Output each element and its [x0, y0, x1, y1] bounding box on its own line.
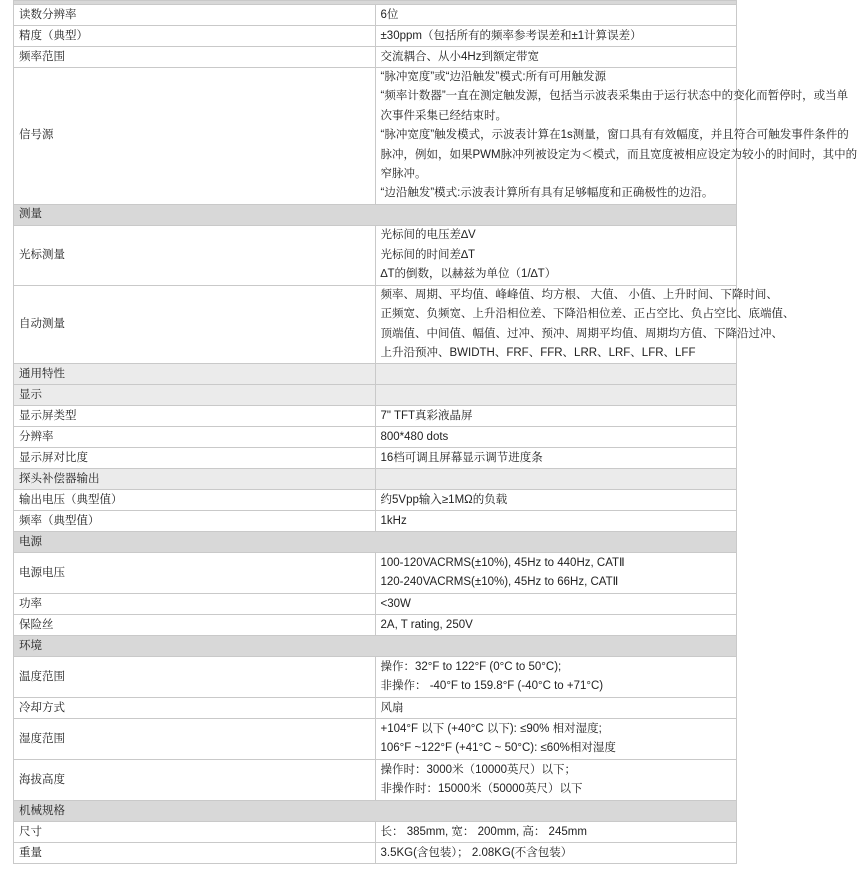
spec-label: 功率	[14, 594, 376, 615]
spec-value-line: 1kHz	[380, 514, 407, 527]
spec-value	[375, 594, 737, 615]
spec-value	[375, 490, 737, 511]
section-header-row	[14, 532, 737, 553]
spec-value-line: 7" TFT真彩液晶屏	[380, 409, 473, 422]
spec-value-line: 正频宽、负频宽、上升沿相位差、下降沿相位差、正占空比、负占空比、底端值、	[380, 308, 795, 321]
spec-row	[14, 760, 737, 801]
spec-value-line: 3.5KG(含包装）； 2.08KG(不含包装）	[380, 846, 573, 859]
section-header-row	[14, 204, 737, 225]
spec-value	[375, 615, 737, 636]
spec-value-line: “脉冲宽度”触发模式，示波表计算在1s测量，窗口具有有效幅度，并且符合可触发事件条件的	[380, 129, 849, 142]
spec-value-line: 光标间的电压差∆V	[380, 229, 476, 242]
subsection-empty-value	[375, 364, 737, 385]
spec-value	[375, 26, 737, 47]
spec-label: 海拔高度	[14, 760, 376, 801]
spec-value-line: 长： 385mm, 宽： 200mm, 高： 245mm	[380, 825, 587, 838]
spec-label: 频率范围	[14, 47, 376, 68]
spec-value-line: 106°F ~122°F (+41°C ~ 50°C): ≤60%相对湿度	[380, 742, 616, 755]
spec-row	[14, 594, 737, 615]
spec-row	[14, 511, 737, 532]
spec-row	[14, 285, 737, 364]
subsection-title: 通用特性	[14, 364, 376, 385]
spec-row	[14, 448, 737, 469]
spec-value-line: 约5Vpp输入≥1MΩ的负载	[380, 493, 508, 506]
spec-table-body	[14, 1, 857, 864]
spec-label: 保险丝	[14, 615, 376, 636]
spec-value-line: 16档可调且屏幕显示调节进度条	[380, 451, 543, 464]
spec-row	[14, 26, 737, 47]
subsection-title: 探头补偿器输出	[14, 469, 376, 490]
spec-value-line: “边沿触发”模式:示波表计算所有具有足够幅度和正确极性的边沿。	[380, 187, 714, 200]
section-title: 电源	[14, 532, 737, 553]
spec-label: 输出电压（典型值）	[14, 490, 376, 511]
spec-row	[14, 225, 737, 285]
subsection-empty-value	[375, 469, 737, 490]
spec-label: 湿度范围	[14, 719, 376, 760]
spec-value-line: 风扇	[380, 701, 404, 714]
spec-value-line: 2A, T rating, 250V	[380, 618, 473, 631]
spec-value-line: 120-240VACRMS(±10%), 45Hz to 66Hz, CATⅡ	[380, 576, 619, 589]
section-title: 测量	[14, 204, 737, 225]
spec-row	[14, 490, 737, 511]
spec-value-line: 窄脉冲。	[380, 168, 427, 181]
spec-value	[375, 68, 857, 205]
spec-value-line: 非操作时：15000米（50000英尺）以下	[380, 783, 583, 796]
spec-value	[375, 553, 737, 594]
spec-value	[375, 47, 737, 68]
spec-value-line: 脉冲，例如，如果PWM脉冲列被设定为＜模式，而且宽度被相应设定为较小的时间时，其中的	[380, 148, 857, 161]
spec-value-line: 交流耦合、从小4Hz到额定带宽	[380, 50, 539, 63]
spec-row	[14, 657, 737, 698]
spec-row	[14, 5, 737, 26]
spec-value	[375, 225, 737, 285]
spec-row	[14, 47, 737, 68]
spec-label: 分辨率	[14, 427, 376, 448]
spec-value-line: <30W	[380, 597, 411, 610]
spec-row	[14, 427, 737, 448]
spec-value	[375, 285, 795, 364]
subsection-row	[14, 469, 737, 490]
spec-value-line: 光标间的时间差∆T	[380, 248, 476, 261]
spec-row	[14, 719, 737, 760]
spec-label: 显示屏类型	[14, 406, 376, 427]
spec-label: 频率（典型值）	[14, 511, 376, 532]
spec-label: 精度（典型）	[14, 26, 376, 47]
spec-value	[375, 843, 737, 864]
spec-value-line: 6位	[380, 8, 399, 21]
spec-value-line: 800*480 dots	[380, 430, 449, 443]
spec-value-line: 顶端值、中间值、幅值、过冲、预冲、周期平均值、周期均方值、下降沿过冲、	[380, 327, 783, 340]
spec-value	[375, 427, 737, 448]
spec-value-line: 操作时：3000米（10000英尺）以下；	[380, 764, 577, 777]
spec-value-line: ±30ppm（包括所有的频率参考误差和±1计算误差）	[380, 29, 642, 42]
spec-row	[14, 406, 737, 427]
spec-value-line: 非操作： -40°F to 159.8°F (-40°C to +71°C)	[380, 680, 604, 693]
spec-value-line: +104°F 以下 (+40°C 以下): ≤90% 相对湿度;	[380, 723, 602, 736]
spec-value	[375, 5, 737, 26]
subsection-empty-value	[375, 385, 737, 406]
section-header-row	[14, 801, 737, 822]
spec-value	[375, 511, 737, 532]
spec-value-line: “频率计数器”一直在测定触发源，包括当示波表采集由于运行状态中的变化而暂停时，或当单	[380, 90, 849, 103]
spec-label: 显示屏对比度	[14, 448, 376, 469]
spec-label: 冷却方式	[14, 698, 376, 719]
spec-value	[375, 760, 737, 801]
spec-row	[14, 698, 737, 719]
spec-label: 光标测量	[14, 225, 376, 285]
subsection-title: 显示	[14, 385, 376, 406]
spec-label: 尺寸	[14, 822, 376, 843]
spec-value	[375, 822, 737, 843]
spec-value	[375, 448, 737, 469]
spec-row	[14, 822, 737, 843]
spec-label: 自动测量	[14, 285, 376, 364]
spec-table	[13, 0, 857, 864]
spec-value-line: 次事件采集已经结束时。	[380, 109, 507, 122]
spec-value-line: 上升沿预冲、BWIDTH、FRF、FFR、LRR、LRF、LFR、LFF	[380, 347, 696, 360]
spec-value-line: 操作：32°F to 122°F (0°C to 50°C);	[380, 661, 562, 674]
section-title: 机械规格	[14, 801, 737, 822]
subsection-row	[14, 364, 737, 385]
spec-label: 读数分辨率	[14, 5, 376, 26]
spec-value-line: ∆T的倒数，以赫兹为单位（1/∆T）	[380, 268, 557, 281]
spec-row	[14, 68, 737, 205]
spec-label: 温度范围	[14, 657, 376, 698]
section-title: 环境	[14, 636, 737, 657]
subsection-row	[14, 385, 737, 406]
spec-label: 电源电压	[14, 553, 376, 594]
spec-row	[14, 553, 737, 594]
spec-value	[375, 657, 737, 698]
spec-label: 信号源	[14, 68, 376, 205]
spec-row	[14, 615, 737, 636]
spec-value-line: 100-120VACRMS(±10%), 45Hz to 440Hz, CATⅡ	[380, 557, 625, 570]
spec-value-line: “脉冲宽度”或“边沿触发”模式:所有可用触发源	[380, 71, 607, 83]
spec-row	[14, 843, 737, 864]
spec-value	[375, 406, 737, 427]
spec-value	[375, 719, 737, 760]
spec-value-line: 频率、周期、平均值、峰峰值、均方根、 大值、 小值、上升时间、下降时间、	[380, 288, 778, 301]
spec-label: 重量	[14, 843, 376, 864]
section-header-row	[14, 636, 737, 657]
spec-value	[375, 698, 737, 719]
